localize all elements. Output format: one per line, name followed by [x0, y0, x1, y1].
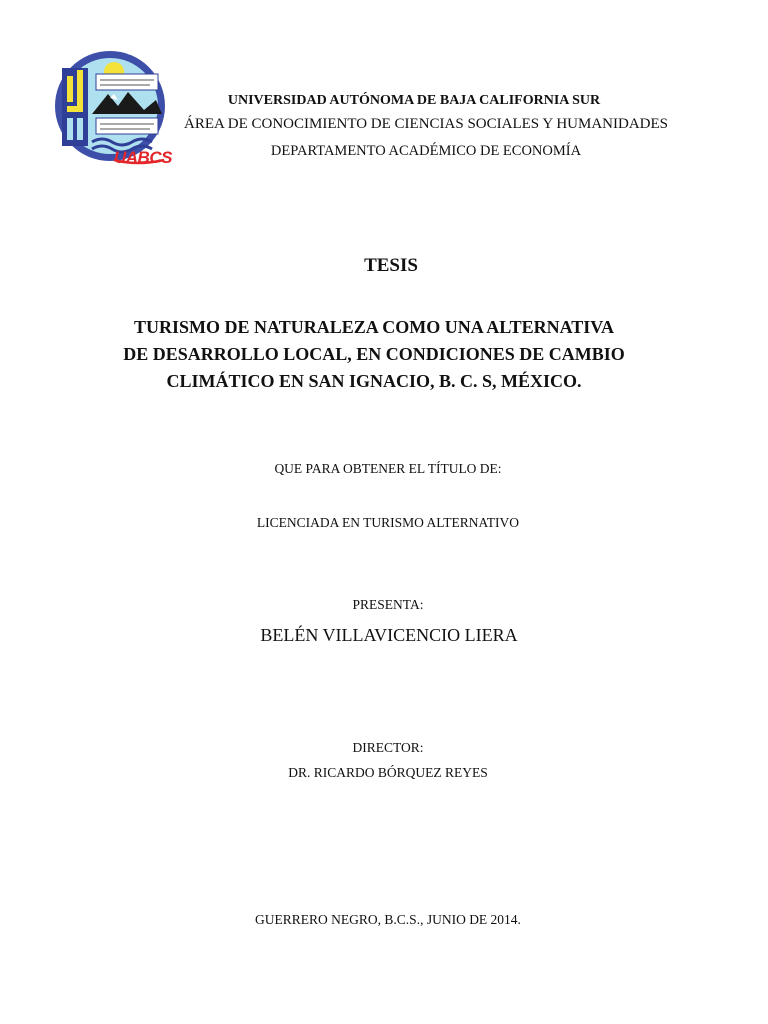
- author-name: BELÉN VILLAVICENCIO LIERA: [260, 625, 518, 645]
- presenter-label: PRESENTA:: [352, 597, 424, 612]
- degree-name: LICENCIADA EN TURISMO ALTERNATIVO: [256, 515, 520, 530]
- director-name: DR. RICARDO BÓRQUEZ REYES: [288, 765, 488, 780]
- knowledge-area: ÁREA DE CONOCIMIENTO DE CIENCIAS SOCIALES Y HUMANIDADES: [183, 116, 669, 132]
- university-name: UNIVERSIDAD AUTÓNOMA DE BAJA CALIFORNIA SUR: [227, 93, 601, 108]
- director-label: DIRECTOR:: [352, 740, 424, 755]
- thesis-title-line: CLIMÁTICO EN SAN IGNACIO, B. C. S, MÉXICO.: [166, 371, 582, 391]
- place-and-date: GUERRERO NEGRO, B.C.S., JUNIO DE 2014.: [255, 912, 521, 927]
- thesis-title-line: TURISMO DE NATURALEZA COMO UNA ALTERNATIVA: [134, 317, 614, 337]
- degree-intro: QUE PARA OBTENER EL TÍTULO DE:: [274, 461, 502, 476]
- academic-department: DEPARTAMENTO ACADÉMICO DE ECONOMÍA: [270, 143, 582, 159]
- thesis-title-line: DE DESARROLLO LOCAL, EN CONDICIONES DE CAMBIO: [123, 344, 625, 364]
- seal-upper-scroll: [96, 74, 158, 90]
- thesis-title: [0, 314, 748, 395]
- document-type: TESIS: [364, 255, 418, 276]
- logo-acronym: UABCS: [114, 148, 172, 167]
